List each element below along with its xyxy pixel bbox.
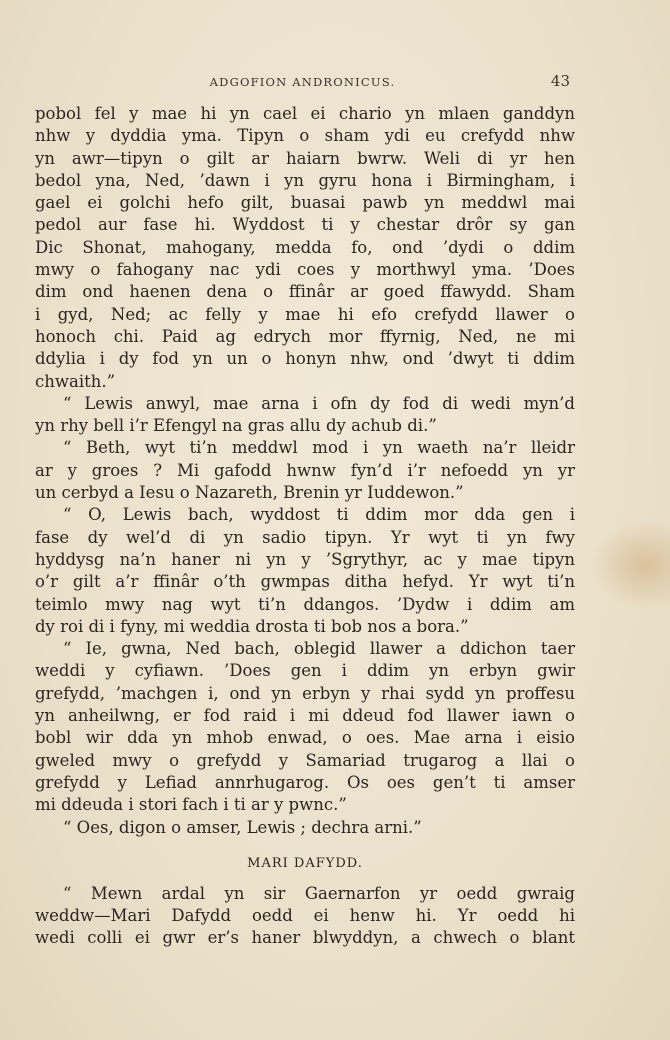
text-line: wedi colli ei gwr er’s haner blwyddyn, a chwech o blant [35, 928, 575, 948]
text-line: “ O, Lewis bach, wyddost ti ddim mor dda gen i [63, 505, 575, 525]
text-line: Dic Shonat, mahogany, medda fo, ond ’dydi o ddim [35, 237, 575, 257]
text-line: “ Lewis anwyl, mae arna i ofn dy fod di wedi myn’d [63, 393, 575, 413]
text-line: fase dy wel’d di yn sadio tipyn. Yr wyt ti yn fwy [35, 527, 575, 547]
page-header [35, 72, 570, 92]
running-title: ADGOFION ANDRONICUS. [209, 75, 396, 89]
text-line: grefydd, ’machgen i, ond yn erbyn y rhai sydd yn proffesu [35, 683, 575, 703]
text-line: gweled mwy o grefydd y Samariad trugarog a llai o [35, 750, 575, 770]
text-line: ddylia i dy fod yn un o honyn nhw, ond ’dwyt ti ddim [35, 349, 575, 369]
text-line: honoch chi. Paid ag edrych mor ffyrnig, Ned, ne mi [35, 326, 575, 346]
text-line: “ Oes, digon o amser, Lewis ; dechra arni.” [63, 817, 422, 837]
text-line: pedol aur fase hi. Wyddost ti y chestar drôr sy gan [35, 215, 575, 235]
text-line: grefydd y Lefiad annrhugarog. Os oes gen’t ti amser [35, 772, 575, 792]
text-line: ar y groes ? Mi gafodd hwnw fyn’d i’r nefoedd yn yr [35, 460, 575, 480]
text-line: “ Mewn ardal yn sir Gaernarfon yr oedd gwraig [63, 883, 575, 903]
text-line: mi ddeuda i stori fach i ti ar y pwnc.” [35, 795, 347, 815]
text-line: i gyd, Ned; ac felly y mae hi efo crefydd llawer o [35, 304, 575, 324]
text-line: dim ond haenen dena o ffinâr ar goed ffawydd. Sham [35, 282, 575, 302]
text-line: yn awr—tipyn o gilt ar haiarn bwrw. Weli di yr hen [35, 148, 575, 168]
text-line: teimlo mwy nag wyt ti’n ddangos. ’Dydw i ddim am [35, 594, 575, 614]
text-line: dy roi di i fyny, mi weddia drosta ti bob nos a bora.” [35, 616, 469, 636]
text-line: bedol yna, Ned, ’dawn i yn gyru hona i Birmingham, i [35, 170, 575, 190]
text-line: weddi y cyfiawn. ’Does gen i ddim yn erbyn gwir [35, 661, 575, 681]
text-line: mwy o fahogany nac ydi coes y morthwyl yma. ’Does [35, 260, 575, 280]
text-line: bobl wir dda yn mhob enwad, o oes. Mae arna i eisio [35, 728, 575, 748]
text-line: “ Beth, wyt ti’n meddwl mod i yn waeth na’r lleidr [63, 438, 575, 458]
paper-stain [590, 520, 670, 610]
text-line: yn rhy bell i’r Efengyl na gras allu dy achub di.” [35, 416, 437, 436]
text-line: gael ei golchi hefo gilt, buasai pawb yn meddwl mai [35, 193, 575, 213]
text-line: o’r gilt a’r ffinâr o’th gwmpas ditha hefyd. Yr wyt ti’n [35, 572, 575, 592]
text-line: un cerbyd a Iesu o Nazareth, Brenin yr Iuddewon.” [35, 483, 464, 503]
section-heading: MARI DAFYDD. [247, 855, 363, 871]
text-line: yn anheilwng, er fod raid i mi ddeud fod llawer iawn o [35, 706, 575, 726]
page-number: 43 [550, 72, 570, 90]
text-line: weddw—Mari Dafydd oedd ei henw hi. Yr oedd hi [35, 906, 575, 926]
text-line: nhw y dyddia yma. Tipyn o sham ydi eu crefydd nhw [35, 126, 575, 146]
body-text [35, 103, 575, 950]
text-line: hyddysg na’n haner ni yn y ’Sgrythyr, ac y mae tipyn [35, 549, 575, 569]
text-line: chwaith.” [35, 371, 116, 391]
text-line: “ Ie, gwna, Ned bach, oblegid llawer a ddichon taer [63, 639, 575, 659]
text-line: pobol fel y mae hi yn cael ei chario yn mlaen ganddyn [35, 104, 575, 123]
